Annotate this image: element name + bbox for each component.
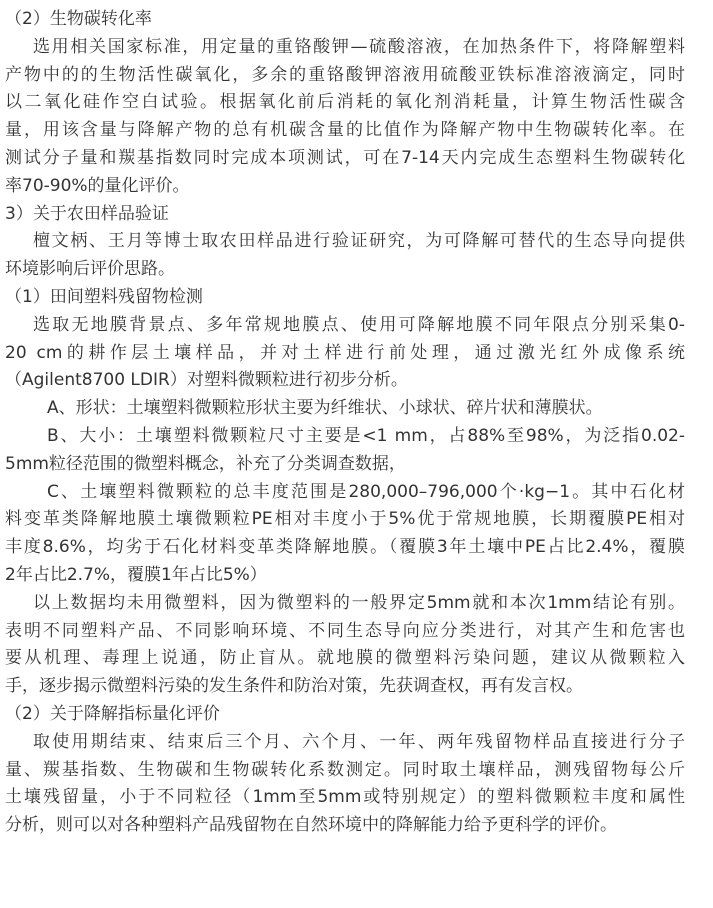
text-line: 选取无地膜背景点、多年常规地膜点、使用可降解地膜不同年限点分别采集0- — [33, 314, 685, 335]
text-line: 土壤残留量，小于不同粒径（1mm至5mm或特别规定）的塑料微颗粒丰度和属性 — [5, 787, 685, 808]
text-line: 20 cm的耕作层土壤样品，并对土样进行前处理，通过激光红外成像系统 — [5, 342, 685, 363]
text-line: （Agilent8700 LDIR）对塑料微颗粒进行初步分析。 — [5, 370, 408, 391]
text-line: 以上数据均未用微塑料，因为微塑料的一般界定5mm就和本次1mm结论有别。 — [33, 592, 685, 613]
text-line: 产物中的的生物活性碳氧化，多余的重铬酸钾溶液用硫酸亚铁标准溶液滴定，同时 — [5, 64, 685, 85]
text-line: 檀文柄、王月等博士取农田样品进行验证研究，为可降解可替代的生态导向提供 — [33, 231, 685, 252]
article-body — [5, 6, 685, 840]
text-line: 量，用该含量与降解产物的总有机碳含量的比值作为降解产物中生物碳转化率。在 — [5, 120, 685, 141]
text-line: 环境影响后评价思路。 — [5, 259, 175, 280]
text-line: A、形状：土壤塑料微颗粒形状主要为纤维状、小球状、碎片状和薄膜状。 — [47, 398, 603, 419]
text-line: 3）关于农田样品验证 — [5, 203, 169, 224]
text-line: 表明不同塑料产品、不同影响环境、不同生态导向应分类进行，对其产生和危害也 — [5, 620, 685, 641]
text-line: C、土壤塑料微颗粒的总丰度范围是280,000–796,000个·kg−1。其中石化材 — [47, 481, 685, 502]
text-line: 2年占比2.7%，覆膜1年占比5%） — [5, 564, 267, 585]
text-line: 率70-90%的量化评价。 — [5, 175, 190, 196]
text-line: 丰度8.6%，均劣于石化材料变革类降解地膜。（覆膜3年土壤中PE占比2.4%，覆膜 — [5, 537, 685, 558]
text-line: 以二氧化硅作空白试验。根据氧化前后消耗的氧化剂消耗量，计算生物活性碳含 — [5, 92, 685, 113]
text-line: （2）关于降解指标量化评价 — [5, 703, 220, 724]
text-line: （1）田间塑料残留物检测 — [5, 286, 203, 307]
text-line: 选用相关国家标准，用定量的重铬酸钾—硫酸溶液，在加热条件下，将降解塑料 — [33, 36, 685, 57]
text-line: 手，逐步揭示微塑料污染的发生条件和防治对策，先获调查权，再有发言权。 — [5, 676, 583, 697]
text-line: 量、羰基指数、生物碳和生物碳转化系数测定。同时取土壤样品，测残留物每公斤 — [5, 759, 685, 780]
text-line: 要从机理、毒理上说通，防止盲从。就地膜的微塑料污染问题，建议从微颗粒入 — [5, 648, 685, 669]
text-line: 取使用期结束、结束后三个月、六个月、一年、两年残留物样品直接进行分子 — [33, 731, 685, 752]
text-line: （2）生物碳转化率 — [5, 9, 152, 29]
text-line: 料变革类降解地膜土壤微颗粒PE相对丰度小于5%优于常规地膜，长期覆膜PE相对 — [5, 509, 685, 530]
text-line: B、大小：土壤塑料微颗粒尺寸主要是<1 mm，占88%至98%，为泛指0.02- — [47, 425, 685, 446]
text-line: 分析，则可以对各种塑料产品残留物在自然环境中的降解能力给予更科学的评价。 — [5, 815, 617, 836]
text-line: 5mm粒径范围的微塑料概念，补充了分类调查数据， — [5, 453, 406, 474]
text-line: 测试分子量和羰基指数同时完成本项测试，可在7-14天内完成生态塑料生物碳转化 — [5, 147, 685, 168]
